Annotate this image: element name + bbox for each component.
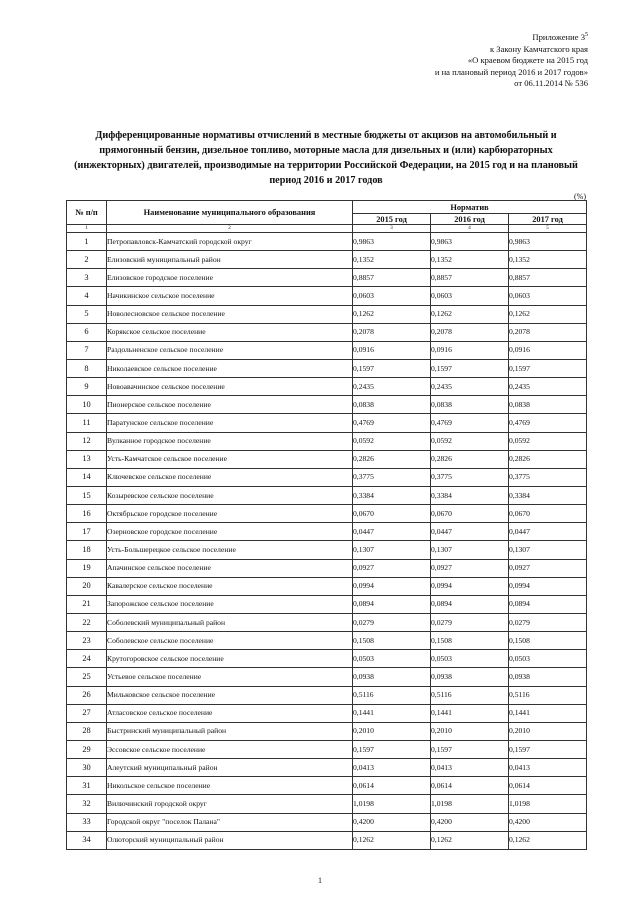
table-row <box>67 831 587 849</box>
row-number: 28 <box>67 722 107 740</box>
norm-2017: 0,0927 <box>509 559 587 577</box>
norm-2016: 0,0279 <box>431 613 509 631</box>
column-header-number: № п/п <box>67 201 107 225</box>
column-header-norm: Норматив <box>353 201 587 214</box>
norm-2017: 0,1352 <box>509 251 587 269</box>
table-row <box>67 722 587 740</box>
column-index: 1 <box>67 225 107 233</box>
table-row <box>67 813 587 831</box>
appendix-label-line <box>435 32 588 44</box>
norm-2017: 0,9863 <box>509 233 587 251</box>
row-number: 13 <box>67 450 107 468</box>
municipality-name: Елизовское городское поселение <box>107 269 353 287</box>
municipality-name: Николаевское сельское поселение <box>107 359 353 377</box>
norm-2016: 0,2435 <box>431 378 509 396</box>
municipality-name: Атласовское сельское поселение <box>107 704 353 722</box>
municipality-name: Паратунское сельское поселение <box>107 414 353 432</box>
municipality-name: Корякское сельское поселение <box>107 323 353 341</box>
norms-table <box>66 200 587 850</box>
norm-2015: 0,0916 <box>353 341 431 359</box>
unit-label: (%) <box>574 192 586 201</box>
norm-2016: 0,0592 <box>431 432 509 450</box>
row-number: 3 <box>67 269 107 287</box>
norm-2017: 0,4769 <box>509 414 587 432</box>
norm-2016: 0,1262 <box>431 831 509 849</box>
norm-2016: 0,0994 <box>431 577 509 595</box>
norm-2015: 0,1352 <box>353 251 431 269</box>
norm-2017: 0,0592 <box>509 432 587 450</box>
norm-2017: 0,1262 <box>509 831 587 849</box>
column-index: 2 <box>107 225 353 233</box>
norm-2017: 0,0916 <box>509 341 587 359</box>
norm-2017: 0,0279 <box>509 613 587 631</box>
norm-2015: 0,0938 <box>353 668 431 686</box>
row-number: 30 <box>67 759 107 777</box>
table-row <box>67 613 587 631</box>
row-number: 14 <box>67 468 107 486</box>
norm-2017: 0,2435 <box>509 378 587 396</box>
norm-2017: 0,1441 <box>509 704 587 722</box>
norm-2015: 0,1262 <box>353 305 431 323</box>
norm-2017: 0,8857 <box>509 269 587 287</box>
row-number: 20 <box>67 577 107 595</box>
appendix-line: от 06.11.2014 № 536 <box>514 78 588 89</box>
table-row <box>67 704 587 722</box>
column-index: 4 <box>431 225 509 233</box>
column-header-year: 2016 год <box>431 214 509 225</box>
norm-2016: 0,0447 <box>431 523 509 541</box>
norm-2017: 0,0938 <box>509 668 587 686</box>
row-number: 4 <box>67 287 107 305</box>
row-number: 29 <box>67 740 107 758</box>
column-index: 5 <box>509 225 587 233</box>
norm-2016: 0,1508 <box>431 632 509 650</box>
row-number: 33 <box>67 813 107 831</box>
row-number: 12 <box>67 432 107 450</box>
norm-2016: 0,0916 <box>431 341 509 359</box>
norm-2015: 0,0838 <box>353 396 431 414</box>
norm-2016: 0,2010 <box>431 722 509 740</box>
municipality-name: Эссовское сельское поселение <box>107 740 353 758</box>
norm-2017: 0,0503 <box>509 650 587 668</box>
norm-2015: 0,1262 <box>353 831 431 849</box>
norm-2015: 0,2078 <box>353 323 431 341</box>
row-number: 15 <box>67 486 107 504</box>
norm-2016: 0,5116 <box>431 686 509 704</box>
table-row <box>67 432 587 450</box>
norm-2016: 0,0894 <box>431 595 509 613</box>
norm-2017: 0,0670 <box>509 505 587 523</box>
norm-2015: 0,4200 <box>353 813 431 831</box>
table-row <box>67 595 587 613</box>
norm-2015: 0,0894 <box>353 595 431 613</box>
norm-2016: 0,0603 <box>431 287 509 305</box>
norm-2017: 0,3775 <box>509 468 587 486</box>
row-number: 8 <box>67 359 107 377</box>
norm-2016: 0,1597 <box>431 359 509 377</box>
column-header-name: Наименование муниципального образования <box>107 201 353 225</box>
norm-2015: 1,0198 <box>353 795 431 813</box>
table-row <box>67 686 587 704</box>
norm-2017: 0,1307 <box>509 541 587 559</box>
column-index: 3 <box>353 225 431 233</box>
norm-2015: 0,0927 <box>353 559 431 577</box>
table-row <box>67 378 587 396</box>
norm-2017: 0,3384 <box>509 486 587 504</box>
norm-2017: 0,0894 <box>509 595 587 613</box>
table-row <box>67 505 587 523</box>
norm-2017: 0,1597 <box>509 740 587 758</box>
row-number: 10 <box>67 396 107 414</box>
municipality-name: Крутогоровское сельское поселение <box>107 650 353 668</box>
norm-2015: 0,2010 <box>353 722 431 740</box>
municipality-name: Озерновское городское поселение <box>107 523 353 541</box>
appendix-label: Приложение 3 <box>532 32 585 42</box>
row-number: 7 <box>67 341 107 359</box>
table-row <box>67 523 587 541</box>
table-row <box>67 486 587 504</box>
norm-2016: 0,2078 <box>431 323 509 341</box>
norm-2015: 0,4769 <box>353 414 431 432</box>
norm-2017: 0,0603 <box>509 287 587 305</box>
municipality-name: Быстринский муниципальный район <box>107 722 353 740</box>
municipality-name: Раздольненское сельское поселение <box>107 341 353 359</box>
norm-2015: 0,0603 <box>353 287 431 305</box>
norm-2016: 0,3775 <box>431 468 509 486</box>
municipality-name: Соболевский муниципальный район <box>107 613 353 631</box>
municipality-name: Новоавачинское сельское поселение <box>107 378 353 396</box>
norm-2015: 0,1307 <box>353 541 431 559</box>
norm-2016: 0,0670 <box>431 505 509 523</box>
row-number: 32 <box>67 795 107 813</box>
norm-2017: 0,2078 <box>509 323 587 341</box>
row-number: 16 <box>67 505 107 523</box>
municipality-name: Елизовский муниципальный район <box>107 251 353 269</box>
norm-2015: 0,0670 <box>353 505 431 523</box>
norm-2016: 0,0938 <box>431 668 509 686</box>
table-row <box>67 668 587 686</box>
norm-2017: 0,1508 <box>509 632 587 650</box>
norm-2016: 1,0198 <box>431 795 509 813</box>
table-row <box>67 251 587 269</box>
table-body <box>67 233 587 850</box>
row-number: 23 <box>67 632 107 650</box>
municipality-name: Ключевское сельское поселение <box>107 468 353 486</box>
row-number: 11 <box>67 414 107 432</box>
norm-2017: 0,1262 <box>509 305 587 323</box>
column-header-year: 2017 год <box>509 214 587 225</box>
row-number: 18 <box>67 541 107 559</box>
municipality-name: Усть-Большерецкое сельское поселение <box>107 541 353 559</box>
appendix-line: к Закону Камчатского края <box>489 43 588 54</box>
norm-2015: 0,0503 <box>353 650 431 668</box>
page-number: 1 <box>318 876 322 885</box>
municipality-name: Вилючинский городской округ <box>107 795 353 813</box>
municipality-name: Усть-Камчатское сельское поселение <box>107 450 353 468</box>
norm-2016: 0,4769 <box>431 414 509 432</box>
norm-2017: 0,0413 <box>509 759 587 777</box>
norm-2015: 0,0614 <box>353 777 431 795</box>
table-row <box>67 287 587 305</box>
row-number: 17 <box>67 523 107 541</box>
norm-2017: 0,5116 <box>509 686 587 704</box>
municipality-name: Олюторский муниципальный район <box>107 831 353 849</box>
norm-2015: 0,2826 <box>353 450 431 468</box>
municipality-name: Кавалерское сельское поселение <box>107 577 353 595</box>
municipality-name: Вулканное городское поселение <box>107 432 353 450</box>
norm-2016: 0,1352 <box>431 251 509 269</box>
norm-2016: 0,1307 <box>431 541 509 559</box>
norm-2016: 0,8857 <box>431 269 509 287</box>
norm-2015: 0,2435 <box>353 378 431 396</box>
document-title: Дифференцированные нормативы отчислений в местные бюджеты от акцизов на автомобильный и прямогонный бензин, дизельное топливо, моторные масла для дизельных и (или) карбюраторных (инжекторных) двигателей, производимые на территории Российской Федерации, на 2015 год и на плановый период 2016 и 2017 годов <box>74 130 578 186</box>
norm-2016: 0,9863 <box>431 233 509 251</box>
table-row <box>67 396 587 414</box>
table-row <box>67 414 587 432</box>
norm-2017: 0,1597 <box>509 359 587 377</box>
table-row <box>67 269 587 287</box>
norm-2015: 0,0592 <box>353 432 431 450</box>
norm-2015: 0,3775 <box>353 468 431 486</box>
table-row <box>67 577 587 595</box>
norm-2017: 0,2010 <box>509 722 587 740</box>
municipality-name: Петропавловск-Камчатский городской округ <box>107 233 353 251</box>
municipality-name: Апачинское сельское поселение <box>107 559 353 577</box>
municipality-name: Октябрьское городское поселение <box>107 505 353 523</box>
row-number: 26 <box>67 686 107 704</box>
norm-2016: 0,3384 <box>431 486 509 504</box>
row-number: 9 <box>67 378 107 396</box>
row-number: 21 <box>67 595 107 613</box>
norm-2015: 0,8857 <box>353 269 431 287</box>
norm-2015: 0,0413 <box>353 759 431 777</box>
row-number: 6 <box>67 323 107 341</box>
row-number: 34 <box>67 831 107 849</box>
table-row <box>67 650 587 668</box>
row-number: 27 <box>67 704 107 722</box>
table-row <box>67 777 587 795</box>
municipality-name: Соболевское сельское поселение <box>107 632 353 650</box>
appendix-line: и на плановый период 2016 и 2017 годов» <box>434 66 588 77</box>
municipality-name: Мильковское сельское поселение <box>107 686 353 704</box>
municipality-name: Начикинское сельское поселение <box>107 287 353 305</box>
norm-2016: 0,0838 <box>431 396 509 414</box>
municipality-name: Городской округ "поселок Палана" <box>107 813 353 831</box>
norm-2015: 0,1441 <box>353 704 431 722</box>
row-number: 5 <box>67 305 107 323</box>
row-number: 22 <box>67 613 107 631</box>
norm-2017: 0,0614 <box>509 777 587 795</box>
table-row <box>67 795 587 813</box>
norm-2015: 0,0994 <box>353 577 431 595</box>
table-row <box>67 559 587 577</box>
municipality-name: Пионерское сельское поселение <box>107 396 353 414</box>
norm-2016: 0,0503 <box>431 650 509 668</box>
row-number: 2 <box>67 251 107 269</box>
table-row <box>67 740 587 758</box>
norm-2016: 0,1262 <box>431 305 509 323</box>
norm-2015: 0,9863 <box>353 233 431 251</box>
norm-2015: 0,0279 <box>353 613 431 631</box>
norm-2017: 0,0994 <box>509 577 587 595</box>
table-row <box>67 468 587 486</box>
norm-2016: 0,1597 <box>431 740 509 758</box>
norm-2017: 0,0838 <box>509 396 587 414</box>
table-row <box>67 632 587 650</box>
municipality-name: Новолесновское сельское поселение <box>107 305 353 323</box>
table-row <box>67 341 587 359</box>
municipality-name: Алеутский муниципальный район <box>107 759 353 777</box>
row-number: 1 <box>67 233 107 251</box>
norm-2016: 0,0413 <box>431 759 509 777</box>
table-row <box>67 359 587 377</box>
norm-2016: 0,1441 <box>431 704 509 722</box>
appendix-line: «О краевом бюджете на 2015 год <box>467 55 588 66</box>
row-number: 31 <box>67 777 107 795</box>
norm-2016: 0,0927 <box>431 559 509 577</box>
norm-2016: 0,4200 <box>431 813 509 831</box>
norm-2017: 0,0447 <box>509 523 587 541</box>
table-row <box>67 759 587 777</box>
row-number: 24 <box>67 650 107 668</box>
row-number: 19 <box>67 559 107 577</box>
appendix-header <box>435 32 588 90</box>
norm-2017: 0,2826 <box>509 450 587 468</box>
table-row <box>67 541 587 559</box>
column-header-year: 2015 год <box>353 214 431 225</box>
norm-2017: 1,0198 <box>509 795 587 813</box>
norm-2016: 0,2826 <box>431 450 509 468</box>
norm-2015: 0,1597 <box>353 359 431 377</box>
table-row <box>67 305 587 323</box>
row-number: 25 <box>67 668 107 686</box>
municipality-name: Устьевое сельское поселение <box>107 668 353 686</box>
norm-2015: 0,1508 <box>353 632 431 650</box>
appendix-superscript: 5 <box>585 32 588 39</box>
municipality-name: Никольское сельское поселение <box>107 777 353 795</box>
norm-2017: 0,4200 <box>509 813 587 831</box>
norm-2015: 0,5116 <box>353 686 431 704</box>
norm-2015: 0,3384 <box>353 486 431 504</box>
table-row <box>67 323 587 341</box>
norm-2015: 0,1597 <box>353 740 431 758</box>
norm-2016: 0,0614 <box>431 777 509 795</box>
table-row <box>67 233 587 251</box>
municipality-name: Козыревское сельское поселение <box>107 486 353 504</box>
table-row <box>67 450 587 468</box>
municipality-name: Запорожское сельское поселение <box>107 595 353 613</box>
norm-2015: 0,0447 <box>353 523 431 541</box>
